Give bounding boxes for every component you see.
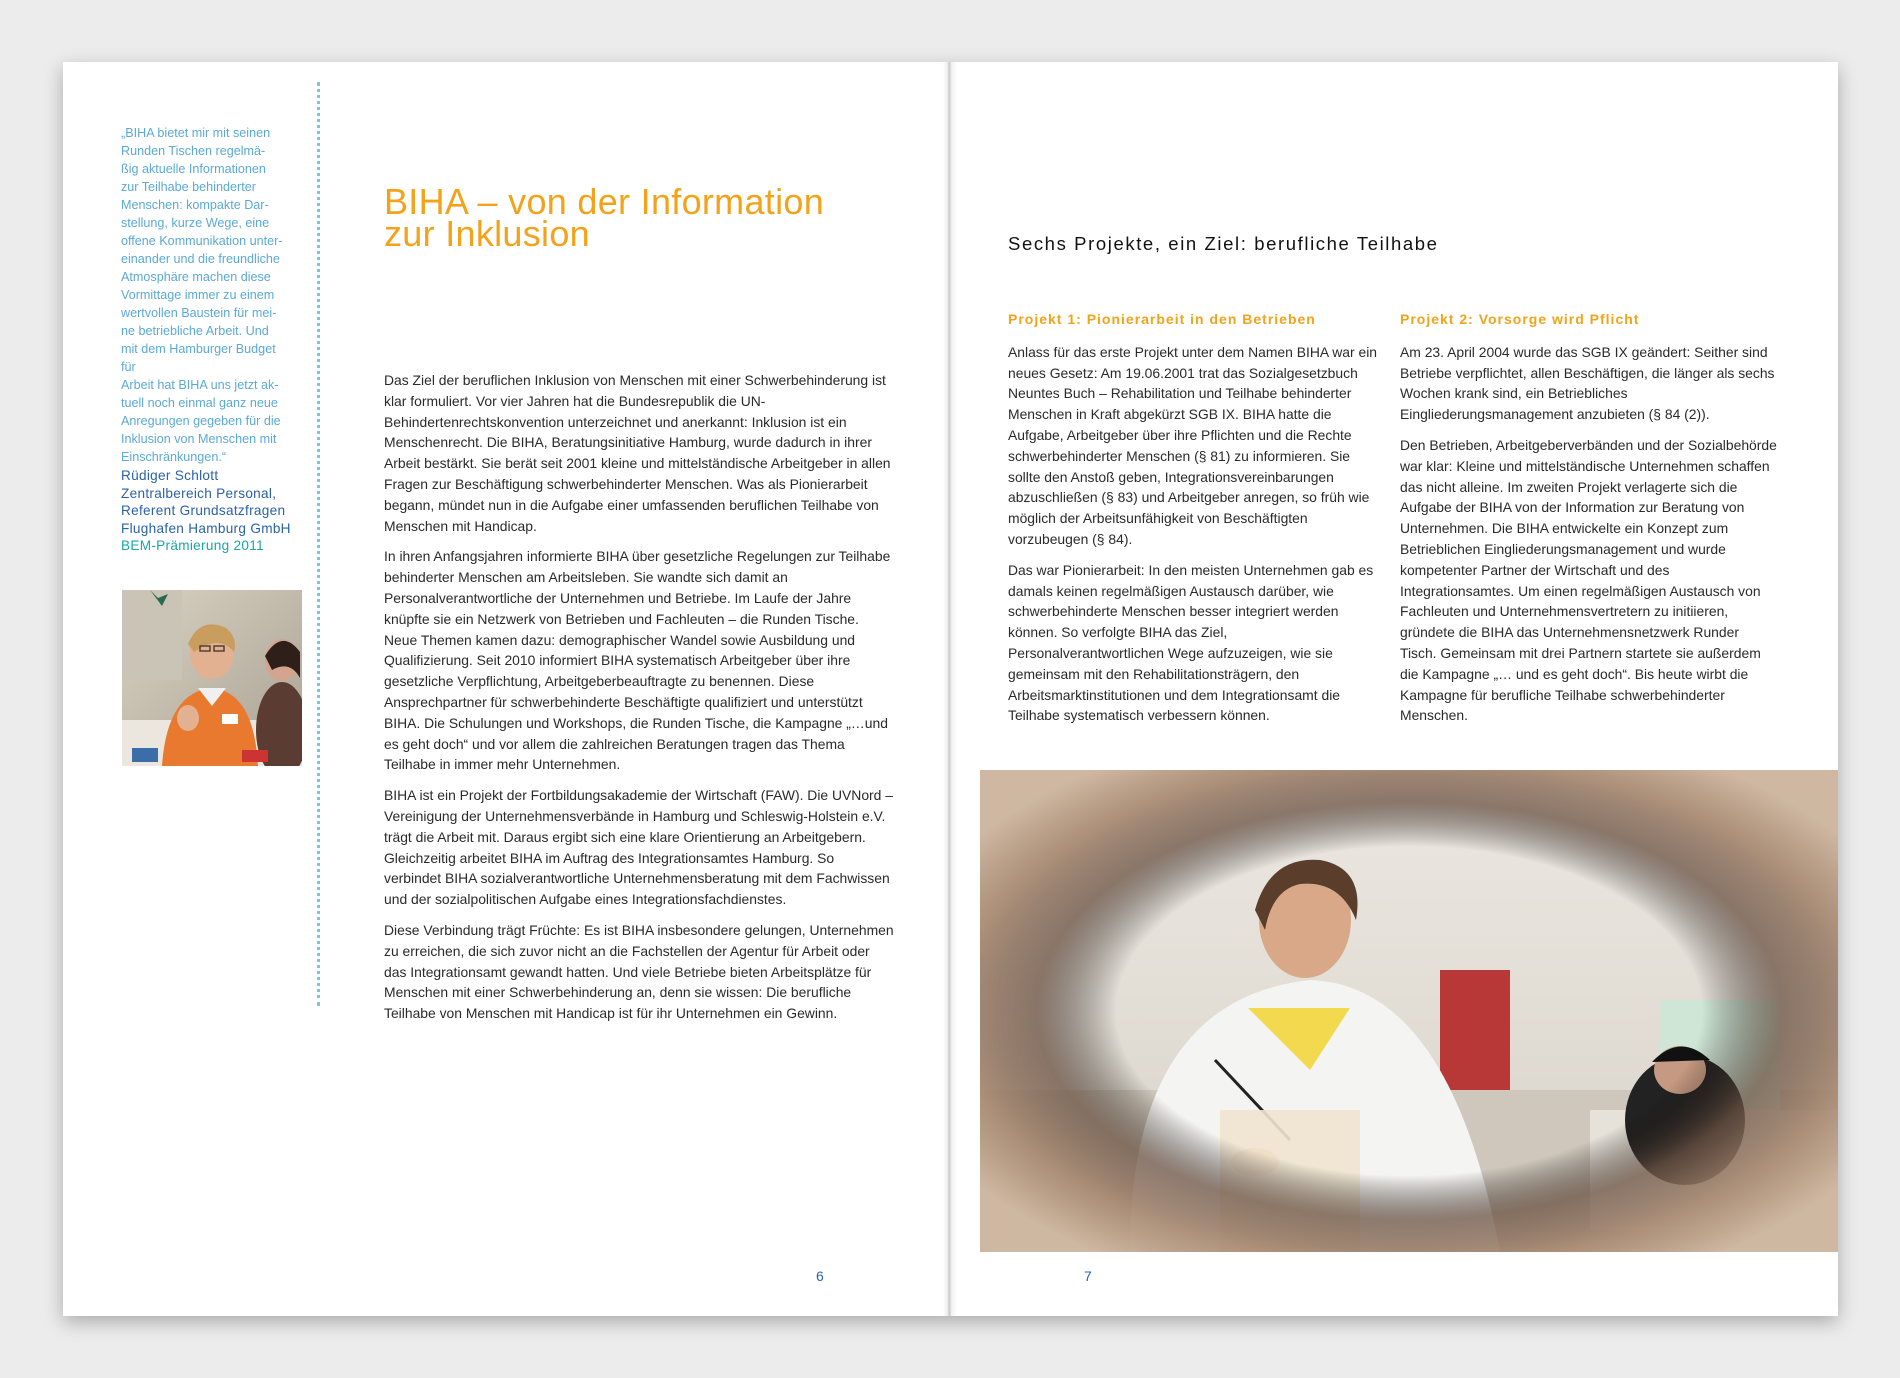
brochure-spread [63,62,1838,1316]
page-title [384,181,904,254]
attribution-role: Referent Grundsatzfragen [121,503,286,518]
project-1-column [1008,309,1386,736]
paragraph: Das Ziel der beruflichen Inklusion von Menschen mit einer Schwerbehinderung ist klar formuliert. Vor vier Jahren hat die Bundesrepublik die UN-Behindertenrechtskonvention unterzeichnet und anerkannt: Inklusion ist ein Menschenrecht. Die BIHA, Beratungsinitiative Hamburg, wurde dadurch in ihrer Arbeit bestärkt. Sie berät seit 2001 kleine und mittelständische Arbeitgeber in allen Fragen zur Beschäftigung schwerbehinderter Menschen. Was als Pionierarbeit begann, mündet nun in die Aufgabe einer umfassenden beruflichen Teilhabe von Menschen mit Handicap. [384,372,891,534]
quote-line: Atmosphäre machen diese [121,270,271,284]
quote-line: stellung, kurze Wege, eine [121,216,270,230]
quote-line: „BIHA bietet mir mit seinen [121,126,271,140]
quote-line: tuell noch einmal ganz neue [121,396,278,410]
speaker-photo [122,590,302,766]
page-number: 7 [1084,1268,1092,1284]
quote-line: Anregungen gegeben für die [121,414,281,428]
project-heading: Projekt 2: Vorsorge wird Pflicht [1400,311,1640,327]
quote-line: Inklusion von Menschen mit [121,432,277,446]
paragraph: Anlass für das erste Projekt unter dem Namen BIHA war ein neues Gesetz: Am 19.06.2001 trat das Sozialgesetzbuch Neuntes Buch – Rehabilitation und Teilhabe behinderter Menschen in Kraft abgekürzt SGB IX. BIHA hatte die Aufgabe, Arbeitgeber über ihre Pflichten und die Rechte schwerbehinderter Menschen (§ 81) zu informieren. Sie sollte den Anstoß geben, Integrationsvereinbarungen abzuschließen (§ 83) und Arbeitgeber anregen, so früh wie möglich der Arbeitsunfähigkeit von Beschäftigten vorzubeugen (§ 84). [1008,343,1378,547]
book-gutter [943,62,957,1316]
quote-line: zur Teilhabe behinderter [121,180,256,194]
quote-line: ßig aktuelle Informationen [121,162,266,176]
quote-line: Vormittage immer zu einem [121,288,275,302]
testimonial-quote [121,124,311,466]
quote-line: Arbeit hat BIHA uns jetzt ak- [121,378,279,392]
attribution-role: Zentralbereich Personal, [121,485,277,501]
section-title: Sechs Projekte, ein Ziel: berufliche Teilhabe [1008,233,1439,254]
project-2-column [1400,309,1778,736]
title-line: zur Inklusion [384,213,590,254]
attribution-company: Flughafen Hamburg GmbH [121,520,291,536]
quote-line: ne betriebliche Arbeit. Und [121,324,269,338]
attribution-award: BEM-Prämierung 2011 [121,538,264,553]
paragraph: Den Betrieben, Arbeitgeberverbänden und der Sozialbehörde war klar: Kleine und mittelständische Unternehmen schaffen das nicht alleine. Im zweiten Projekt verlagerte sich die Aufgabe der BIHA von der Information zur Beratung von Unternehmen. Die BIHA entwickelte ein Konzept zum Betrieblichen Eingliederungsmanagement und wurde kompetenter Partner der Wirtschaft und des Integrationsamtes. Um einen regelmäßigen Austausch von Fachleuten und Unternehmensvertretern zu initiieren, gründete die BIHA das Unternehmensnetzwerk Runder Tisch. Gemeinsam mit drei Partnern startete sie außerdem die Kampagne „… und es geht doch“. Bis heute wirbt die Kampagne für berufliche Teilhabe schwerbehinderter Menschen. [1400,436,1777,724]
attribution-name: Rüdiger Schlott [121,468,219,483]
quote-line: Einschränkungen.“ [121,450,227,464]
workshop-photo [980,770,1838,1252]
paragraph: Das war Pionierarbeit: In den meisten Unternehmen gab es damals keinen regelmäßigen Austausch darüber, wie schwerbehinderte Menschen besser integriert werden können. So verfolgte BIHA das Ziel, Personalverantwortlichen Wege aufzuzeigen, wie sie gemeinsam mit den Rehabilitationsträgern, den Arbeitsmarktinstitutionen und dem Integrationsamt die Teilhabe systematisch verbessern können. [1008,561,1374,724]
quote-line: einander und die freundliche [121,252,280,266]
page-6 [63,62,948,1316]
paragraph: Diese Verbindung trägt Früchte: Es ist BIHA insbesondere gelungen, Unternehmen zu erreichen, die sich zuvor nicht an die Fachstellen der Agentur für Arbeit oder das Integrationsamt gewandt hatten. Und viele Betriebe bieten Arbeitsplätze für Menschen mit einer Schwerbehinderung an, denn sie wissen: Die berufliche Teilhabe von Menschen mit Handicap ist für ihr Unternehmen ein Gewinn. [384,921,894,1022]
dotted-divider [317,82,320,1006]
paragraph: BIHA ist ein Projekt der Fortbildungsakademie der Wirtschaft (FAW). Die UVNord – Vereinigung der Unternehmensverbände in Hamburg und Schleswig-Holstein e.V. trägt die Arbeit mit. Daraus ergibt sich eine klare Orientierung an Arbeitgebern. Gleichzeitig arbeitet BIHA im Auftrag des Integrationsamtes Hamburg. So verbindet BIHA sozialverantwortliche Unternehmensberatung mit dem Fachwissen und der sozialpolitischen Aufgabe eines Integrationsfachdienstes. [384,787,893,908]
paragraph: In ihren Anfangsjahren informierte BIHA über gesetzliche Regelungen zur Teilhabe behinderter Menschen am Arbeitsleben. Sie wandte sich damit an Personalverantwortliche der Unternehmen und Betriebe. Im Laufe der Jahre knüpfte sie ein Netzwerk von Betrieben und Fachleuten – die Runden Tische. Neue Themen kamen dazu: demographischer Wandel sowie Ausbildung und Qualifizierung. Seit 2010 informiert BIHA systematisch Arbeitgeber über ihre gesetzliche Verpflichtung, Arbeitgeberbeauftragte zu benennen. Diese Ansprechpartner für schwerbehinderte Beschäftigte qualifiziert und unterstützt BIHA. Die Schulungen und Workshops, die Runden Tische, die Kampagne „…und es geht doch“ und vor allem die zahlreichen Beratungen tragen das Thema Teilhabe in immer mehr Unternehmen. [384,548,891,773]
quote-line: wertvollen Baustein für mei- [121,306,277,320]
quote-attribution [121,467,316,555]
body-text [384,370,894,1034]
project-heading: Projekt 1: Pionierarbeit in den Betrieben [1008,311,1316,327]
quote-line: Runden Tischen regelmä- [121,144,266,158]
quote-line: für [121,360,136,374]
page-7 [950,62,1838,1316]
quote-line: Menschen: kompakte Dar- [121,198,269,212]
page-number: 6 [816,1268,824,1284]
quote-line: offene Kommunikation unter- [121,234,283,248]
paragraph: Am 23. April 2004 wurde das SGB IX geändert: Seither sind Betriebe verpflichtet, allen Beschäftigen, die länger als sechs Wochen krank sind, ein Betriebliches Eingliederungsmanagement anzubieten (§ 84 (2)). [1400,343,1775,423]
quote-line: mit dem Hamburger Budget [121,342,276,356]
title-line: BIHA – von der Information [384,181,825,222]
